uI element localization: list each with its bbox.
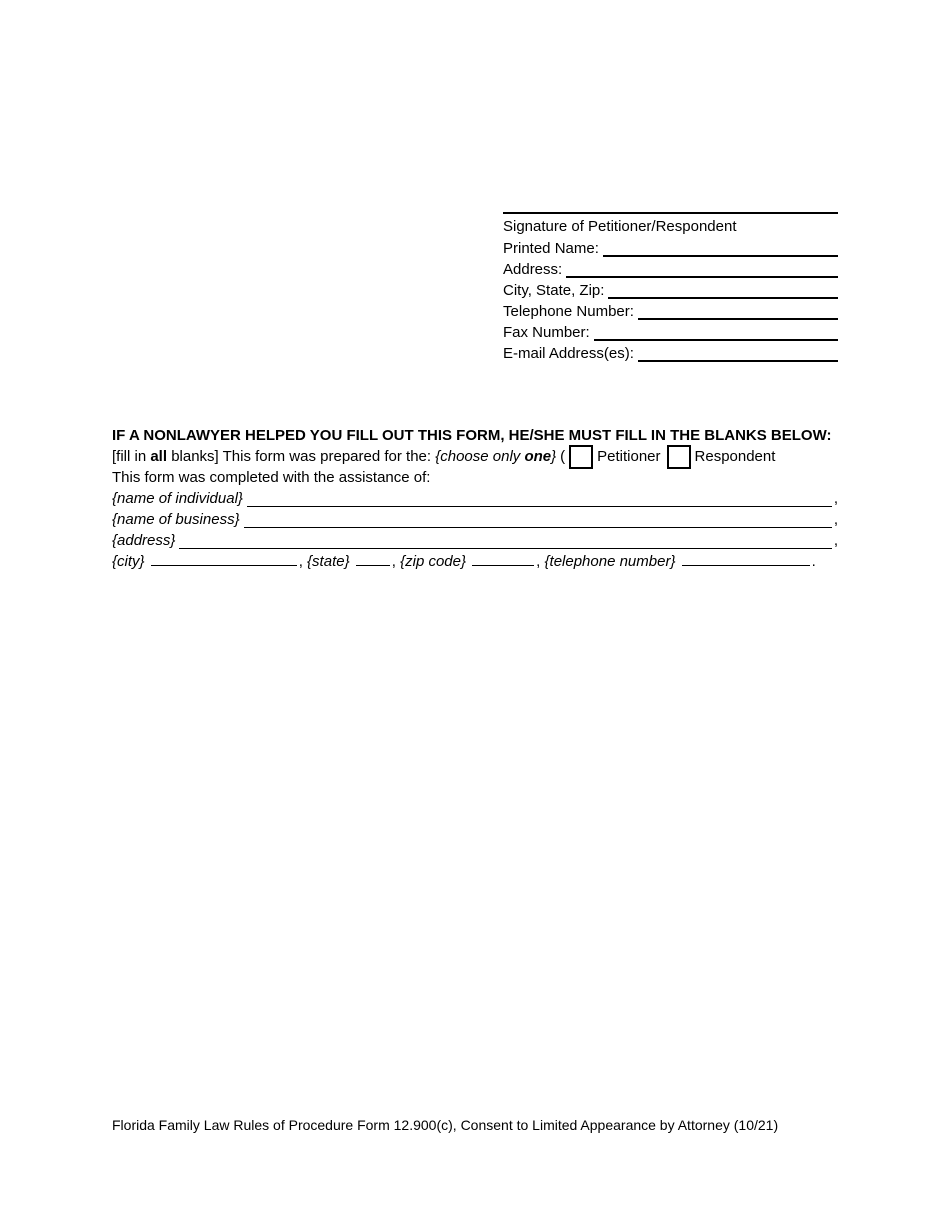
fill-suffix: blanks] This form was prepared for the: bbox=[167, 448, 436, 465]
email-field[interactable] bbox=[638, 343, 838, 362]
comma: , bbox=[298, 553, 303, 570]
address-label: {address} bbox=[112, 532, 176, 549]
zip-code-label: {zip code} bbox=[400, 553, 466, 570]
telephone-number-label: {telephone number} bbox=[544, 553, 676, 570]
address-field[interactable] bbox=[566, 259, 838, 278]
address-label: Address: bbox=[503, 261, 563, 278]
name-business-line bbox=[112, 509, 838, 530]
city-field[interactable] bbox=[151, 551, 297, 566]
fax-field[interactable] bbox=[594, 322, 838, 341]
prepared-for-line bbox=[112, 446, 838, 467]
comma: , bbox=[833, 490, 838, 507]
comma: , bbox=[536, 553, 541, 570]
city-state-zip-phone-line bbox=[112, 551, 838, 572]
signature-line[interactable] bbox=[503, 212, 838, 214]
city-state-zip-row bbox=[503, 279, 838, 300]
fill-prefix: [fill in bbox=[112, 448, 151, 465]
comma: , bbox=[833, 532, 838, 549]
form-footer: Florida Family Law Rules of Procedure Form 12.900(c), Consent to Limited Appearance by Attorney (10/21) bbox=[112, 1117, 779, 1133]
open-paren: ( bbox=[560, 448, 566, 465]
address-line bbox=[112, 530, 838, 551]
fill-all: all bbox=[150, 448, 168, 465]
respondent-checkbox[interactable] bbox=[667, 445, 691, 469]
comma: , bbox=[833, 511, 838, 528]
printed-name-row bbox=[503, 237, 838, 258]
zip-code-field[interactable] bbox=[472, 551, 534, 566]
period: . bbox=[811, 553, 816, 570]
petitioner-label: Petitioner bbox=[597, 448, 661, 465]
city-state-zip-label: City, State, Zip: bbox=[503, 282, 605, 299]
name-individual-field[interactable] bbox=[247, 491, 832, 507]
petitioner-checkbox[interactable] bbox=[569, 445, 593, 469]
email-row bbox=[503, 342, 838, 363]
state-label: {state} bbox=[307, 553, 350, 570]
printed-name-label: Printed Name: bbox=[503, 240, 599, 257]
signature-block bbox=[503, 212, 838, 363]
nonlawyer-address-field[interactable] bbox=[179, 533, 831, 549]
signature-caption: Signature of Petitioner/Respondent bbox=[503, 218, 737, 235]
name-business-label: {name of business} bbox=[112, 511, 240, 528]
respondent-label: Respondent bbox=[694, 448, 776, 465]
email-label: E-mail Address(es): bbox=[503, 345, 634, 362]
telephone-label: Telephone Number: bbox=[503, 303, 634, 320]
nonlawyer-heading: IF A NONLAWYER HELPED YOU FILL OUT THIS FORM, HE/SHE MUST FILL IN THE BLANKS BELOW: bbox=[112, 427, 832, 444]
city-label: {city} bbox=[112, 553, 145, 570]
choose-one: one bbox=[524, 448, 552, 465]
address-row bbox=[503, 258, 838, 279]
city-state-zip-field[interactable] bbox=[608, 280, 838, 299]
choose-close: } bbox=[551, 448, 557, 465]
name-individual-line bbox=[112, 488, 838, 509]
telephone-number-field[interactable] bbox=[682, 551, 810, 566]
printed-name-field[interactable] bbox=[603, 238, 838, 257]
telephone-field[interactable] bbox=[638, 301, 838, 320]
assistance-line: This form was completed with the assistance of: bbox=[112, 469, 431, 486]
fax-label: Fax Number: bbox=[503, 324, 590, 341]
state-field[interactable] bbox=[356, 551, 390, 566]
fax-row bbox=[503, 321, 838, 342]
telephone-row bbox=[503, 300, 838, 321]
name-individual-label: {name of individual} bbox=[112, 490, 243, 507]
name-business-field[interactable] bbox=[244, 512, 832, 528]
comma: , bbox=[391, 553, 396, 570]
choose-only: {choose only bbox=[435, 448, 525, 465]
